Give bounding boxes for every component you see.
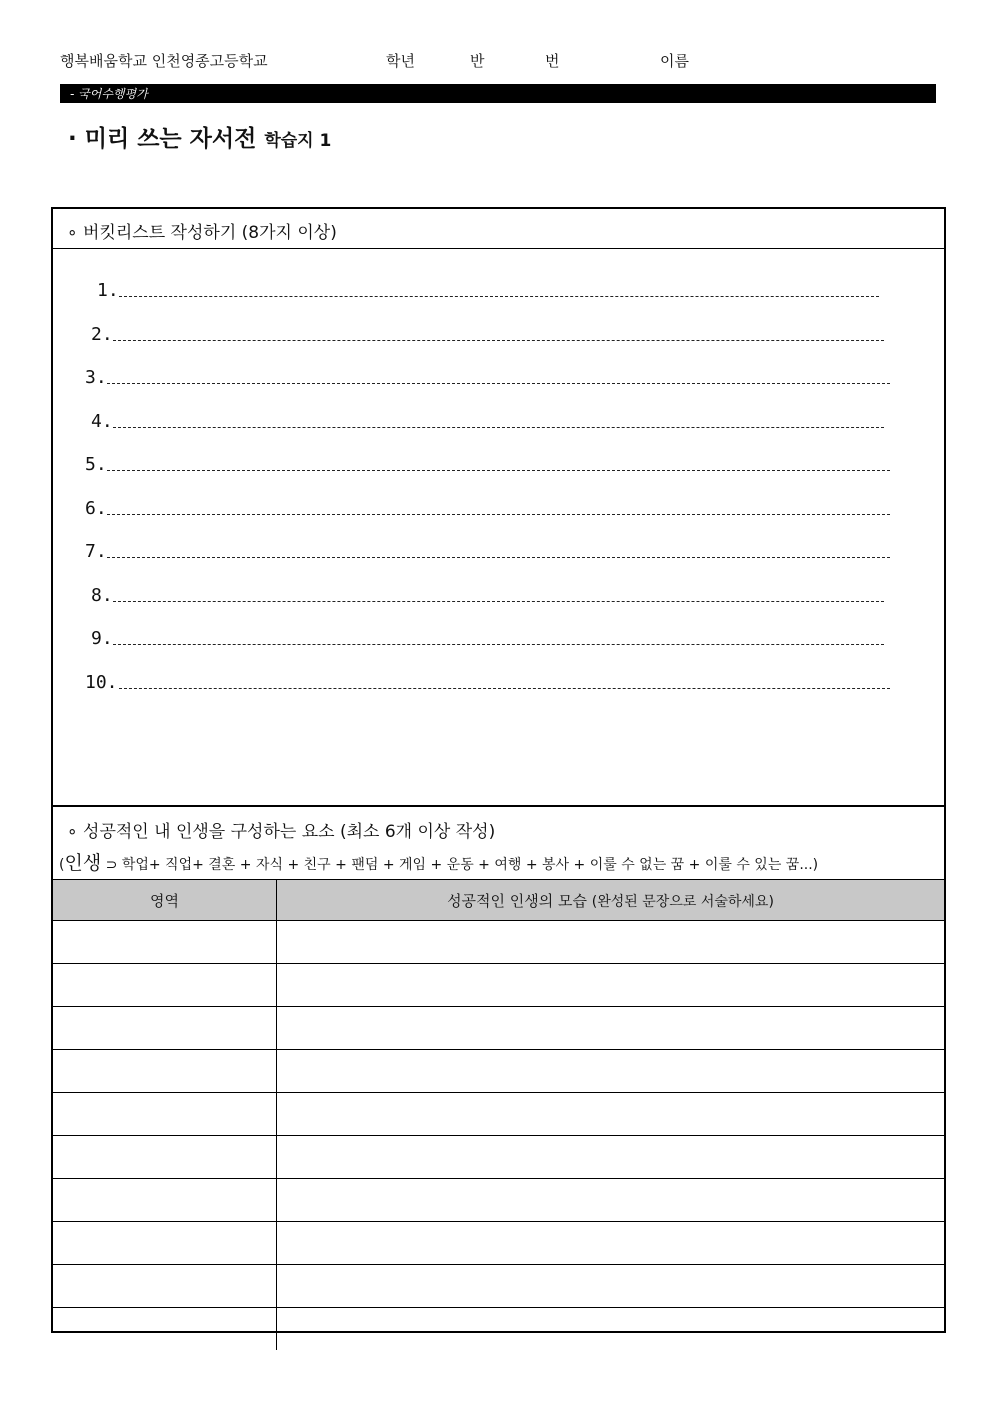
worksheet-frame: [51, 207, 946, 1333]
bucket-list-item[interactable]: [85, 366, 890, 390]
description-cell[interactable]: [277, 1222, 945, 1265]
bucket-list-blank[interactable]: [107, 470, 890, 471]
bucket-list-blank[interactable]: [113, 644, 884, 645]
table-row: [53, 1308, 944, 1351]
page-title: [68, 120, 331, 153]
table-row: [53, 1093, 944, 1136]
bucket-list-blank[interactable]: [113, 427, 884, 428]
description-cell[interactable]: [277, 1007, 945, 1050]
success-life-table: [53, 879, 944, 1350]
table-row: [53, 964, 944, 1007]
area-cell[interactable]: [53, 1265, 277, 1308]
bucket-list-blank[interactable]: [113, 340, 884, 341]
table-row: [53, 1136, 944, 1179]
bucket-list-header: [53, 209, 944, 249]
column-header-description: [277, 880, 945, 921]
table-row: [53, 1265, 944, 1308]
bucket-list-number: 1.: [97, 280, 119, 301]
description-cell[interactable]: [277, 1265, 945, 1308]
bucket-list-number: 6.: [85, 497, 107, 519]
table-body: [53, 921, 944, 1351]
bucket-list-item[interactable]: [91, 627, 884, 651]
bucket-list-number: 3.: [85, 367, 107, 388]
bucket-list-blank[interactable]: [107, 514, 890, 515]
banner-bar: [60, 84, 936, 103]
table-row: [53, 1222, 944, 1265]
bucket-list-blank[interactable]: [119, 688, 890, 689]
hint-elements: ⊃ 학업+ 직업+ 결혼 + 자식 + 친구 + 팬덤 + 게임 + 운동 + 여행 + 봉사 + 이룰 수 없는 꿈 + 이룰 수 있는 꿈...): [105, 857, 819, 873]
bucket-list-number: 2.: [91, 323, 113, 345]
description-cell[interactable]: [277, 1308, 945, 1351]
description-cell[interactable]: [277, 1050, 945, 1093]
table-row: [53, 1050, 944, 1093]
bucket-list-number: 8.: [91, 584, 113, 606]
column-description-label: 성공적인 인생의 모습: [447, 891, 588, 910]
bucket-list-number: 10.: [85, 671, 118, 693]
description-cell[interactable]: [277, 964, 945, 1007]
area-cell[interactable]: [53, 964, 277, 1007]
bucket-list-item[interactable]: [85, 540, 890, 564]
bucket-list-number: 4.: [91, 410, 113, 432]
bucket-list-item[interactable]: [97, 279, 879, 303]
banner-text: - 국어수행평가: [70, 87, 148, 101]
school-name: 행복배움학교 인천영종고등학교: [60, 52, 268, 70]
area-cell[interactable]: [53, 1136, 277, 1179]
area-cell[interactable]: [53, 1179, 277, 1222]
bucket-list-item[interactable]: [85, 497, 890, 521]
table-row: [53, 1007, 944, 1050]
section-divider: [53, 805, 944, 807]
bucket-list-item[interactable]: [91, 410, 884, 434]
area-cell[interactable]: [53, 1050, 277, 1093]
bucket-list-item[interactable]: [91, 323, 884, 347]
number-label: 번: [545, 52, 560, 70]
bucket-list-item[interactable]: [85, 453, 890, 477]
area-cell[interactable]: [53, 1007, 277, 1050]
bucket-list-blank[interactable]: [119, 296, 879, 297]
description-cell[interactable]: [277, 921, 945, 964]
title-sub: 학습지 1: [264, 131, 332, 151]
description-cell[interactable]: [277, 1179, 945, 1222]
column-description-note: (완성된 문장으로 서술하세요): [591, 893, 774, 910]
bucket-list-number: 7.: [85, 541, 107, 562]
title-main: · 미리 쓰는 자서전: [68, 126, 257, 152]
bucket-list-number: 5.: [85, 454, 107, 475]
success-life-heading: ∘ 성공적인 내 인생을 구성하는 요소 (최소 6개 이상 작성): [67, 822, 496, 842]
area-cell[interactable]: [53, 1093, 277, 1136]
column-header-area: [53, 880, 277, 921]
hint-open: (: [59, 857, 65, 873]
grade-label: 학년: [386, 52, 415, 70]
description-cell[interactable]: [277, 1093, 945, 1136]
area-cell[interactable]: [53, 921, 277, 964]
column-area-label: 영역: [150, 891, 179, 910]
area-cell[interactable]: [53, 1222, 277, 1265]
bucket-list-heading: ∘ 버킷리스트 작성하기 (8가지 이상): [67, 223, 337, 243]
class-label: 반: [470, 52, 485, 70]
bucket-list-item[interactable]: [91, 584, 884, 608]
bucket-list-blank[interactable]: [107, 383, 890, 384]
area-cell[interactable]: [53, 1308, 277, 1351]
success-life-hint: [59, 848, 818, 875]
bucket-list-item[interactable]: [85, 671, 890, 695]
bucket-list-blank[interactable]: [107, 557, 890, 558]
table-header-row: [53, 880, 944, 921]
table-row: [53, 1179, 944, 1222]
header: [60, 50, 936, 72]
name-label: 이름: [660, 52, 689, 70]
bucket-list-blank[interactable]: [113, 601, 884, 602]
bucket-list-number: 9.: [91, 628, 113, 649]
description-cell[interactable]: [277, 1136, 945, 1179]
hint-life-word: 인생: [64, 852, 102, 874]
table-row: [53, 921, 944, 964]
